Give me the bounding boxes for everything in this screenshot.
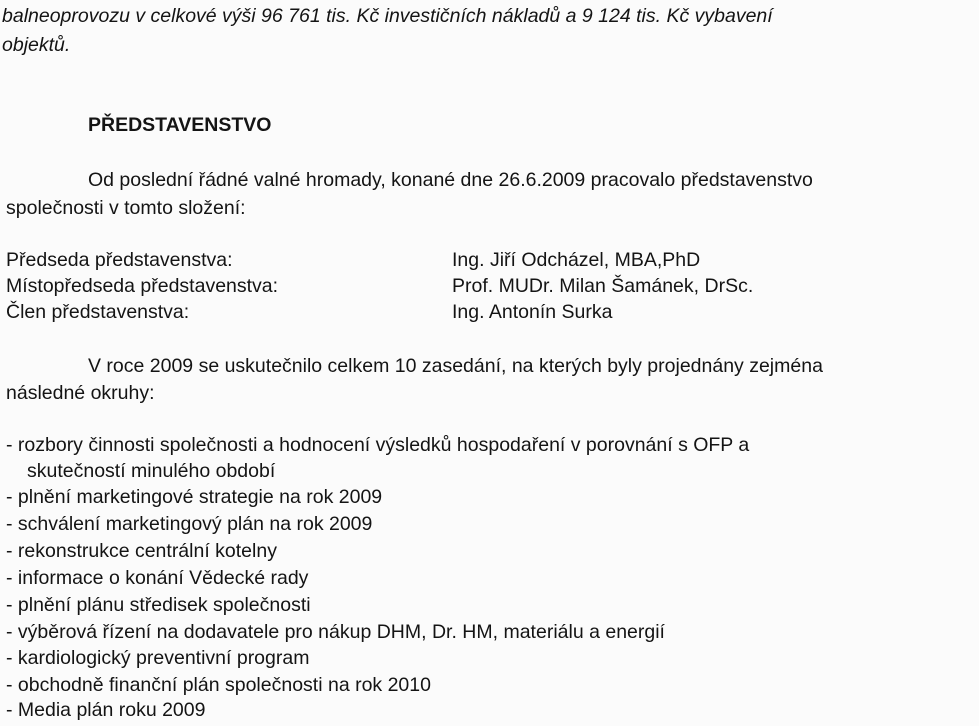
board-name-member: Ing. Antonín Surka [452, 301, 613, 323]
board-name-vice-chair: Prof. MUDr. Milan Šamánek, DrSc. [452, 275, 754, 297]
list-item: - informace o konání Vědecké rady [6, 567, 309, 589]
board-role-member: Člen představenstva: [6, 301, 190, 323]
list-item-continuation: skutečností minulého období [27, 460, 276, 482]
list-item: - výběrová řízení na dodavatele pro nákup DHM, Dr. HM, materiálu a energií [6, 621, 665, 643]
board-role-vice-chair: Místopředseda představenstva: [6, 275, 279, 297]
paragraph-2-line-2: následné okruhy: [6, 382, 155, 404]
board-role-chair: Předseda představenstva: [6, 249, 233, 271]
section-heading: PŘEDSTAVENSTVO [88, 114, 272, 136]
paragraph-2-line-1: V roce 2009 se uskutečnilo celkem 10 zasedání, na kterých byly projednány zejména [88, 355, 823, 377]
paragraph-1-line-1: Od poslední řádné valné hromady, konané dne 26.6.2009 pracovalo představenstvo [88, 169, 813, 191]
list-item: - plnění marketingové strategie na rok 2009 [6, 486, 383, 508]
list-item: - rekonstrukce centrální kotelny [6, 540, 277, 562]
list-item: - schválení marketingový plán na rok 2009 [6, 513, 373, 535]
intro-line-2: objektů. [2, 34, 71, 56]
paragraph-1-line-2: společnosti v tomto složení: [6, 197, 246, 219]
list-item: - obchodně finanční plán společnosti na rok 2010 [6, 674, 431, 696]
list-item: - Media plán roku 2009 [6, 699, 206, 721]
board-name-chair: Ing. Jiří Odcházel, MBA,PhD [452, 249, 701, 271]
list-item: - rozbory činnosti společnosti a hodnocení výsledků hospodaření v porovnání s OFP a [6, 434, 750, 456]
intro-line-1: balneoprovozu v celkové výši 96 761 tis. Kč investičních nákladů a 9 124 tis. Kč vybavení [2, 5, 773, 27]
list-item: - kardiologický preventivní program [6, 647, 310, 669]
list-item: - plnění plánu středisek společnosti [6, 594, 311, 616]
